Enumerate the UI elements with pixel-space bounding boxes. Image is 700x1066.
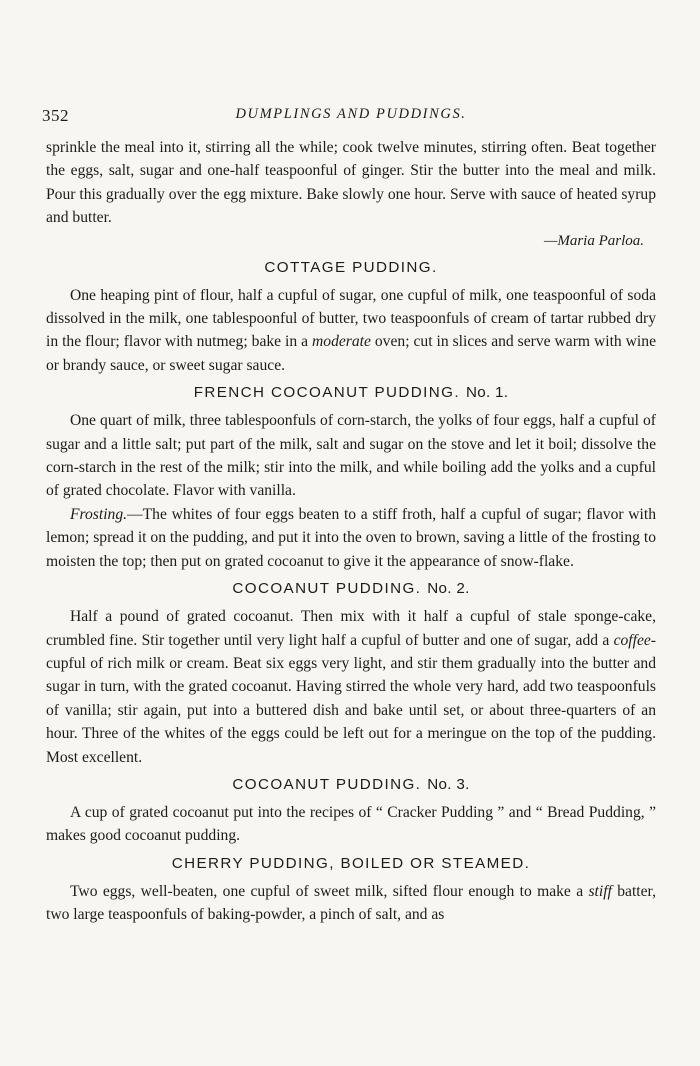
cocoanut-3-number: No. 3.	[427, 775, 470, 793]
cocoanut-3-heading	[46, 773, 656, 797]
cocoanut-2-text-a: Half a pound of grated cocoanut. Then mix with it half a cupful of stale sponge-cake, crumbled fine. Stir together until very light half a cupful of butter and one of sugar, add a	[46, 608, 656, 649]
intro-paragraph: sprinkle the meal into it, stirring all the while; cook twelve minutes, stirring often. Beat together the eggs, salt, sugar and one-half teaspoonful of ginger. Stir the butter into the meal and milk. Pour this gradually over the egg mixture. Bake slowly one hour. Serve with sauce of heated syrup and butter.	[46, 139, 656, 227]
running-title: DUMPLINGS AND PUDDINGS.	[235, 106, 467, 122]
cherry-pudding-paragraph	[46, 880, 656, 927]
cocoanut-2-number: No. 2.	[427, 580, 470, 598]
cherry-text-b: batter, two large teaspoonfuls of baking-powder, a pinch of salt, and as	[46, 882, 657, 924]
cottage-text-em: moderate	[312, 333, 371, 351]
cherry-pudding-title: CHERRY PUDDING, BOILED OR STEAMED.	[171, 854, 531, 872]
cottage-pudding-heading	[46, 256, 656, 280]
french-cocoanut-number: No. 1.	[465, 384, 509, 402]
french-cocoanut-title: FRENCH COCOANUT PUDDING.	[193, 384, 460, 402]
book-page	[42, 96, 657, 927]
cocoanut-3-title: COCOANUT PUDDING.	[232, 775, 422, 793]
cocoanut-2-text-b: -cupful of rich milk or cream. Beat six eggs very light, and stir them gradually into the butter and sugar in turn, with the grated cocoanut. Having stirred the whole very hard, add two teaspoonfuls of vanilla; stir again, put into a buttered dish and bake until set, or about three-quarters of an hour. Three of the whites of the eggs could be left out for a meringue on the top of the pudding. Most excellent.	[46, 631, 656, 766]
cherry-pudding-heading	[46, 852, 656, 876]
frosting-label: Frosting.	[70, 505, 128, 523]
cherry-text-a: Two eggs, well-beaten, one cupful of sweet milk, sifted flour enough to make a	[70, 882, 589, 900]
cottage-pudding-title: COTTAGE PUDDING.	[264, 258, 438, 276]
cottage-pudding-paragraph	[46, 284, 656, 378]
cottage-text-b: oven; cut in slices and serve warm with wine or brandy sauce, or sweet sugar sauce.	[46, 333, 656, 374]
cherry-text-em: stiff	[588, 882, 612, 900]
page-number: 352	[42, 106, 69, 125]
frosting-text: —The whites of four eggs beaten to a stiff froth, half a cupful of sugar; flavor with lemon; spread it on the pudding, and put it into the oven to brown, saving a little of the frosting to moisten the top; then put on grated cocoanut to give it the appearance of snow-flake.	[46, 505, 656, 570]
running-head	[42, 96, 656, 125]
attribution: —Maria Parloa.	[543, 232, 644, 249]
cocoanut-3-paragraph: A cup of grated cocoanut put into the recipes of “ Cracker Pudding ” and “ Bread Pudding, ” makes good cocoanut pudding.	[46, 803, 656, 845]
cocoanut-2-title: COCOANUT PUDDING.	[232, 580, 422, 598]
french-cocoanut-paragraph: One quart of milk, three tablespoonfuls of corn-starch, the yolks of four eggs, half a cupful of sugar and a little salt; put part of the milk, salt and sugar on the stove and let it boil; dissolve the corn-starch in the rest of the milk; stir into the milk, and while boiling add the yolks and a cupful of grated chocolate. Flavor with vanilla.	[46, 412, 656, 500]
cocoanut-2-paragraph	[46, 605, 656, 769]
cottage-text-a: One heaping pint of flour, half a cupful of sugar, one cupful of milk, one teaspoonful of soda dissolved in the milk, one tablespoonful of butter, two teaspoonfuls of cream of tartar rubbed dry in the flour; flavor with nutmeg; bake in a	[46, 286, 656, 351]
cocoanut-2-text-em: coffee	[613, 631, 651, 649]
frosting-paragraph	[46, 503, 656, 573]
french-cocoanut-heading	[46, 381, 656, 405]
cocoanut-2-heading	[46, 577, 656, 601]
